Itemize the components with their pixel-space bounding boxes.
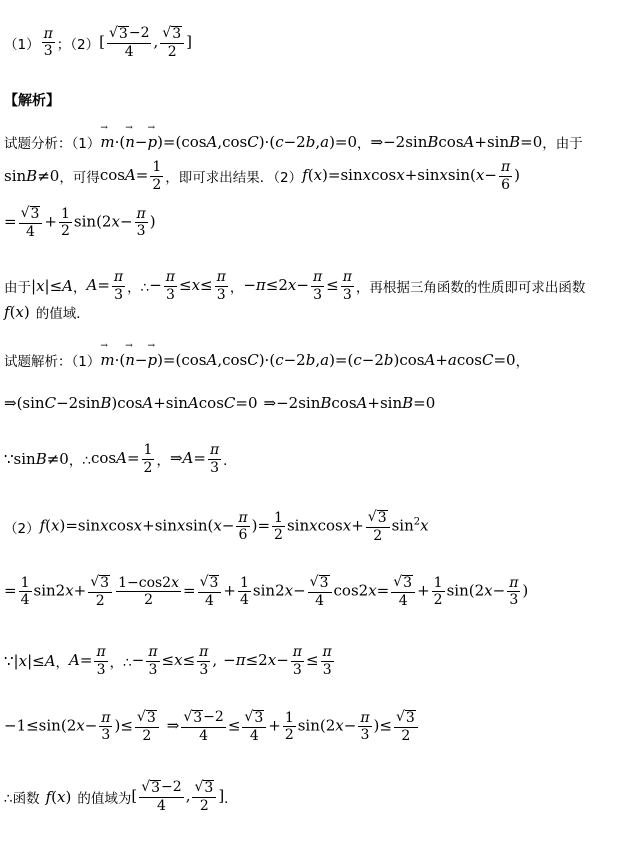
sinB-neq-0: sinB≠0: [4, 167, 60, 186]
comma: ，: [357, 136, 371, 152]
solution-label: 试题解析：（1）: [4, 354, 101, 370]
fx-transform: = $\frac{1}{4}$ sin2x+ √ 3 2 $\frac{1-\cos 2x}{2}$ = √ 3 4 + $\frac{1}{4}$ sin2x− √ 3 4 cos2x= √ 3 4 + $\frac{1}{2}$ sin(2x− $\frac{\pi}{3}$ ): [4, 574, 529, 609]
text-therefore-2: ，∴: [109, 655, 132, 672]
analysis-label: 试题分析：（1）: [4, 136, 101, 152]
solution-line-1: [4, 350, 529, 370]
cosA-result: cosA= $\frac{1}{2}$: [90, 442, 153, 476]
x-range-2: − $\frac{\pi}{3}$ ≤x≤ $\frac{\pi}{3}$ , −π≤2x− $\frac{\pi}{3}$ ≤ $\frac{\pi}{3}$: [131, 644, 332, 678]
answer-line: [4, 26, 192, 59]
analysis-eq-1: → m·(→ n−→ p)=(cosA,cosC)·(c−2b,a)=0: [100, 133, 357, 151]
answer-range: [ √ 3 −2 4 , √ 3 2 ]: [99, 25, 192, 60]
fx-expand: f(x)=sinxcosx+sinxsin(x− $\frac{\pi}{6}$ )= $\frac{1}{2}$ sinxcosx+ √ 3 2 $\sin^2x$: [39, 509, 429, 544]
final-period: ．: [224, 790, 238, 807]
analysis-header: 【解析】: [4, 93, 60, 109]
A-result: ⇒A= $\frac{\pi}{3}$: [169, 442, 220, 476]
text-youyu2: 由于: [4, 280, 31, 297]
solution-line-5: [4, 575, 528, 608]
A-eq-pi3: A= $\frac{\pi}{3}$: [86, 269, 124, 303]
A-eq-pi3-2: A= $\frac{\pi}{3}$: [69, 644, 106, 678]
solution-line-6: [4, 645, 336, 677]
analysis-line-5: [4, 302, 90, 322]
section-header: [4, 90, 60, 110]
solution-eq-1: → m·(→ n−→ p)=(cosA,cosC)·(c−2b,a)=(c−2b)cosA+acosC=0: [100, 351, 515, 369]
text-zai: ，再根据三角函数的性质即可求出函数: [355, 280, 586, 297]
solution-eq-2: ⇒(sinC−2sinB)cosA+sinAcosC=0 ⇒−2sinBcosA+sinB=0: [4, 394, 436, 412]
analysis-line-1: [4, 132, 583, 152]
range-inequality: −1≤sin(2x− $\frac{\pi}{3}$ )≤ √ 3 2 ⇒ √ 3 −2 4 ≤ √ 3 4 + $\frac{1}{2}$ sin(2x− $\frac{\pi}{3}$ )≤ √ 3 2: [4, 710, 420, 743]
solution-line-7: [4, 710, 420, 743]
analysis-line-2: [4, 160, 520, 192]
pi-over-3: $\frac{\pi}{3}$: [43, 25, 53, 60]
comma: ，: [55, 655, 70, 672]
text-therefore: ，∴: [127, 280, 150, 297]
part2-label: （2）: [4, 520, 40, 537]
text-because: ，∴: [68, 453, 91, 470]
text-kede: ，可得: [59, 170, 100, 187]
fx-def: f(x)=sinxcosx+sinxsin(x− $\frac{\pi}{6}$ ): [302, 159, 521, 193]
final-fx: f(x): [45, 787, 72, 806]
comma: ，: [229, 280, 244, 297]
fx: f(x): [4, 303, 30, 321]
text-jike: ，即可求出结果．（2）: [165, 170, 303, 187]
comma: ，: [156, 453, 170, 470]
solution-line-4: [4, 510, 429, 543]
answer-part1-label: （1）: [4, 36, 40, 53]
answer-separator: ；（2）: [56, 36, 100, 53]
abs-x-le-A: |x|≤A: [31, 277, 73, 296]
text-zhiyu: 的值域．: [35, 306, 90, 322]
comma: ，: [73, 280, 87, 297]
cosA-eq: cosA= $\frac{1}{2}$: [99, 159, 162, 193]
because-sinB: ∵sinB≠0: [4, 450, 69, 469]
final-text-2: 的值域为: [77, 790, 132, 807]
2x-range: −π≤2x− $\frac{\pi}{3}$ ≤ $\frac{\pi}{3}$: [243, 269, 352, 303]
final-text: ∴函数: [4, 790, 40, 807]
x-range: − $\frac{\pi}{3}$ ≤x≤ $\frac{\pi}{3}$: [149, 269, 226, 303]
period: ．: [223, 453, 237, 470]
analysis-eq-2: ⇒−2sinBcosA+sinB=0: [370, 133, 543, 151]
comma: ，: [515, 354, 530, 370]
fx-simplified: = √ 3 4 + $\frac{1}{2}$ sin(2x− $\frac{\pi}{3}$ ): [4, 205, 156, 240]
solution-line-3: [4, 443, 237, 475]
final-range: [ √ 3 −2 4 , √ 3 2 ]: [131, 779, 225, 814]
text-youyu: ，由于: [542, 136, 583, 152]
analysis-line-3: [4, 206, 156, 239]
because-abs: ∵|x|≤A: [4, 652, 56, 671]
solution-line-2: [4, 394, 435, 412]
solution-line-8: [4, 780, 238, 813]
analysis-line-4: [4, 270, 585, 302]
